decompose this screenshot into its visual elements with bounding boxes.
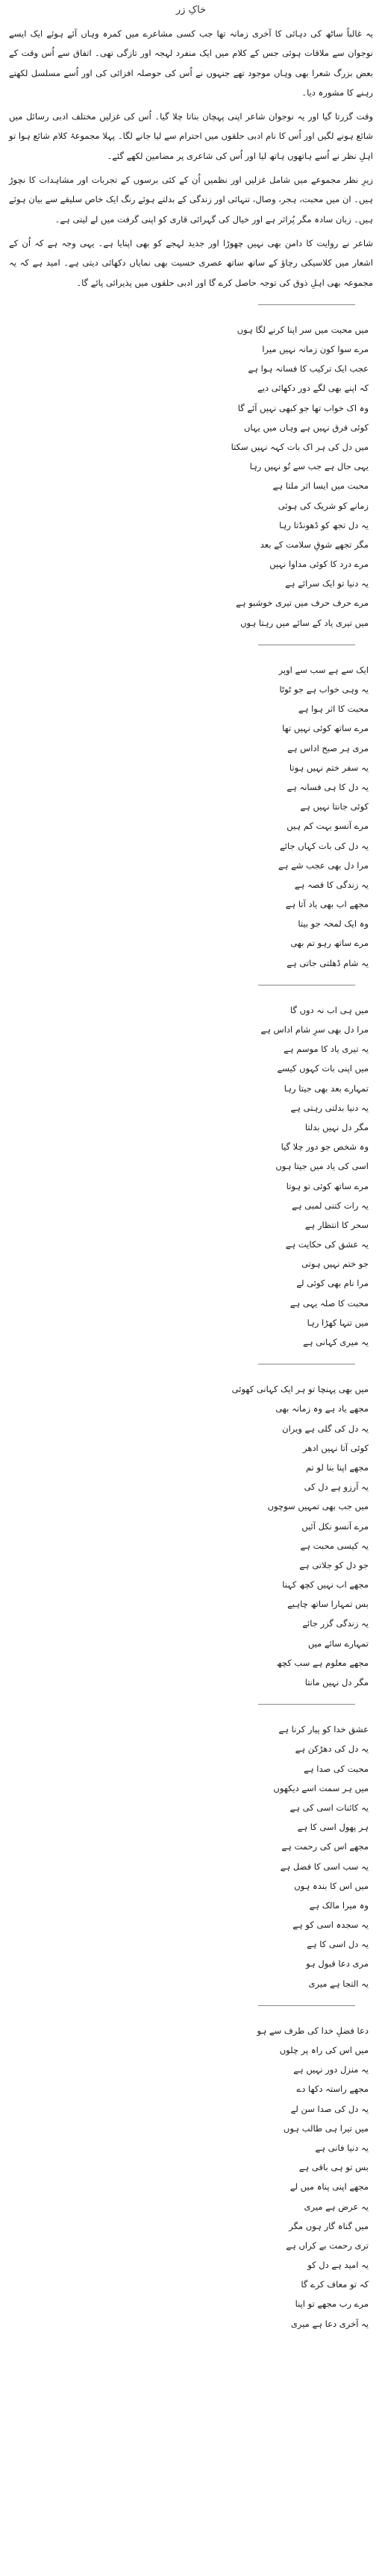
poem-line: میں ہر سمت اسے دیکھوں bbox=[273, 1782, 369, 1793]
poem-line: میں تنہا کھڑا رہا bbox=[307, 1317, 369, 1328]
poem-line: جو دل کو جلاتی ہے bbox=[299, 1559, 369, 1570]
poem-line: کوئی فرق نہیں ہے وہاں میں یہاں bbox=[243, 422, 369, 433]
poem-line: مگر دل نہیں مانتا bbox=[304, 1677, 369, 1688]
poem-line: وہ میرا مالک ہے bbox=[309, 1899, 369, 1911]
intro-paragraph: زیرِ نظر مجموعے میں شامل غزلیں اور نظمیں اُن کے کئی برسوں کے تجربات اور مشاہدات کا نچوڑ ہیں۔ ان میں محبت، ہجر، وصال، تنہائی اور زندگی کے بدلتے ہوئے رنگ ایک خاص سلیقے سے بیان ہوئے ہیں۔ زبان سادہ مگر پُراثر ہے اور خیال کی گہرائی قاری کو اپنی گرفت میں لے لیتی ہے۔ bbox=[9, 175, 373, 225]
poem-line: ہر پھول اسی کا ہے bbox=[297, 1822, 369, 1833]
poem-line: میں اس کا بندہ ہوں bbox=[294, 1880, 369, 1891]
poem-line: محبت میں ایسا اثر ملتا ہے bbox=[272, 480, 369, 492]
poem-line: محبت کی صدا ہے bbox=[304, 1763, 369, 1774]
poem-line: مجھے اب بھی یاد آتا ہے bbox=[285, 899, 369, 910]
poem-block bbox=[9, 2021, 369, 2334]
poem-line: مجھے اب نہیں کچھ کہنا bbox=[282, 1579, 369, 1591]
poem-line: وہ شخص جو دور چلا گیا bbox=[281, 1141, 369, 1153]
poem-line: مجھے راستہ دکھا دے bbox=[296, 2084, 369, 2095]
poem-line: مجھے اپنا بنا لو تم bbox=[305, 1461, 369, 1473]
poem-block bbox=[9, 1000, 369, 1352]
poem-line: مگر تجھے شوقِ سلامت کے بعد bbox=[260, 539, 369, 550]
section-divider bbox=[258, 304, 355, 305]
poem-line: مجھے اس کی رحمت ہے bbox=[281, 1841, 369, 1852]
poem-line: تری رحمت بے کراں ہے bbox=[286, 2240, 369, 2251]
poem-block bbox=[9, 1379, 369, 1692]
poem-line: میں جب بھی تمہیں سوچوں bbox=[267, 1501, 369, 1512]
poem-line: میں اس کی راہ پر چلوں bbox=[279, 2045, 369, 2056]
poem-line: مجھے معلوم ہے سب کچھ bbox=[276, 1657, 369, 1668]
poem-line: یہ آخری دعا ہے میری bbox=[290, 2318, 369, 2329]
poem-block bbox=[9, 1720, 369, 1993]
poem-line: ایک سے ہے سب سے اوپر bbox=[278, 664, 369, 675]
poem-line: مری دعا قبول ہو bbox=[306, 1958, 369, 1969]
section-divider bbox=[258, 2005, 355, 2006]
poem-line: یہ دل کی گلی ہے ویران bbox=[282, 1423, 369, 1434]
poem-line: یہ دل کی بات کہاں جائے bbox=[280, 840, 369, 851]
intro-section bbox=[9, 24, 373, 292]
poem-line: وہ اک خواب تھا جو کبھی نہیں آئے گا bbox=[237, 402, 369, 413]
poem-line: مجھے اپنی پناہ میں لے bbox=[289, 2181, 369, 2193]
poem-line: مرے رب مجھے تو اپنا bbox=[295, 2298, 369, 2310]
poem-line: یہ آرزو ہے دل کی bbox=[304, 1482, 369, 1493]
poem-line: یہ دنیا بدلتی رہتی ہے bbox=[290, 1102, 369, 1113]
poem-line: مرا دل بھی سرِ شام اداس ہے bbox=[260, 1024, 369, 1035]
poem-line: دعا فضلِ خدا کی طرف سے ہو bbox=[257, 2025, 369, 2036]
poem-line: میں دل کی ہر اک بات کہہ نہیں سکتا bbox=[231, 441, 369, 452]
poem-line: مجھے یاد ہے وہ زمانہ بھی bbox=[275, 1403, 369, 1414]
poem-line: میں تیرا ہی طالب ہوں bbox=[283, 2122, 369, 2134]
poem-line: محبت کا صلہ یہی ہے bbox=[289, 1297, 369, 1309]
poem-line: کہ اپنے بھی لگے دور دکھائی دیے bbox=[257, 383, 369, 394]
poem-line: یہ کائنات اسی کی ہے bbox=[289, 1802, 369, 1813]
poem-line: یہ امید ہے دل کو bbox=[307, 2260, 369, 2271]
poem-line: یہ زندگی گزر جائے bbox=[302, 1618, 369, 1629]
section-divider bbox=[258, 1704, 355, 1705]
poem-line: یہ سجدہ اسی کو ہے bbox=[292, 1920, 369, 1931]
poem-line: یہ عشق کی حکایت ہے bbox=[285, 1239, 369, 1250]
poem-line: میں محبت میں سر اپنا کرنے لگا ہوں bbox=[237, 324, 369, 335]
poem-line: مری ہر صبح اداس ہے bbox=[287, 742, 369, 753]
poem-line: سحر کا انتظار ہے bbox=[304, 1219, 369, 1230]
poem-line: یہ وہی خواب ہے جو ٹوٹا bbox=[279, 684, 369, 695]
poem-line: زمانے کو شریک کی ہوئی bbox=[278, 500, 369, 511]
poem-line: میں تیری یاد کے سائے میں رہتا ہوں bbox=[240, 617, 369, 628]
poem-line: مرے آنسو بہت کم ہیں bbox=[286, 821, 369, 832]
poem-line: یہ سفر ختم نہیں ہوتا bbox=[289, 762, 369, 773]
poem-line: بس تو ہی باقی ہے bbox=[298, 2162, 369, 2173]
poem-line: تمہارے سائے میں bbox=[307, 1638, 369, 1649]
poem-line: مرا دل بھی عجب شے ہے bbox=[278, 859, 369, 871]
intro-paragraph: وقت گزرتا گیا اور یہ نوجوان شاعر اپنی پہچان بناتا چلا گیا۔ اُس کی غزلیں مختلف ادبی رسائل میں شائع ہونے لگیں اور اُس کا نام ادبی حلقوں میں احترام سے لیا جانے لگا۔ پہلا مجموعۂ کلام شائع ہوا تو اہلِ نظر نے اُسے ہاتھوں ہاتھ لیا اور اُس کی شاعری پر مضامین لکھے گئے۔ bbox=[9, 111, 373, 161]
poem-line: مگر دل نہیں بدلتا bbox=[304, 1121, 369, 1132]
poem-line: میں بھی پہنچا تو ہر ایک کہانی کھوئی bbox=[231, 1384, 369, 1395]
poem-line: مرے ساتھ کوئی تو ہوتا bbox=[286, 1180, 369, 1191]
poem-line: یہ شام ڈھلتی جاتی ہے bbox=[286, 957, 369, 968]
poem-line: کوئی آتا نہیں ادھر bbox=[303, 1442, 369, 1453]
poem-line: عشق خدا کو پیار کرنا ہے bbox=[278, 1724, 369, 1735]
poem-line: یہ دل کا ہی فسانہ ہے bbox=[286, 781, 369, 792]
intro-paragraph: یہ غالباً ساٹھ کی دہائی کا آخری زمانہ تھا جب کسی مشاعرے میں کمرہ وہاں آئے ہوئے ایک ایسے نوجوان سے ملاقات ہوئی جس کے کلام میں ایک منفرد لہجہ اور تازگی تھی۔ اتفاق سے اُس وقت کے بعض بزرگ شعرا بھی وہاں موجود تھے جنہوں نے اُس کی حوصلہ افزائی کی اور اُسے مسلسل لکھتے رہنے کا مشورہ دیا۔ bbox=[9, 28, 373, 98]
poem-line: یہ منزل دور نہیں ہے bbox=[293, 2064, 369, 2075]
poem-line: یہ دل کی دھڑکن ہے bbox=[295, 1743, 369, 1755]
poem-line: اسی کی یاد میں جیتا ہوں bbox=[275, 1161, 369, 1172]
poem-line: میں گناہ گار ہوں مگر bbox=[289, 2220, 369, 2231]
poem-line: وہ ایک لمحہ جو بیتا bbox=[298, 918, 369, 930]
poem-line: مرا نام بھی کوئی لے bbox=[296, 1278, 369, 1289]
poem-line: یہ دل اسی کا ہے bbox=[307, 1939, 369, 1950]
poem-line: تمہارے بعد بھی جیتا رہا bbox=[284, 1082, 369, 1094]
poem-line: یہ سب اسی کا فضل ہے bbox=[280, 1861, 369, 1872]
poem-line: یہ دل کی صدا سن لے bbox=[290, 2103, 369, 2114]
poem-line: بس تمہارا ساتھ چاہیے bbox=[287, 1599, 369, 1610]
poem-line: جو ختم نہیں ہوتی bbox=[301, 1259, 369, 1270]
poem-line: یہ التجا ہے میری bbox=[308, 1978, 369, 1989]
poems-container bbox=[9, 304, 373, 2334]
poem-line: میں اپنی بات کہوں کیسے bbox=[277, 1063, 369, 1074]
poem-line: مرے سوا کون زمانہ نہیں میرا bbox=[262, 344, 369, 355]
poem-line: میں ہی اب نہ دوں گا bbox=[289, 1004, 369, 1015]
poem-line: یہ دنیا فانی ہے bbox=[315, 2142, 369, 2153]
poem-line: یہی حال ہے جب سے تُو نہیں رہا bbox=[249, 461, 369, 472]
poem-block bbox=[9, 320, 369, 633]
poem-line: مرے ساتھ کوئی نہیں تھا bbox=[282, 723, 369, 734]
page-title: خاکِ زر bbox=[175, 4, 207, 16]
poem-line: عجب ایک ترکیب کا فسانہ ہوا ہے bbox=[248, 363, 369, 375]
intro-paragraph: شاعر نے روایت کا دامن بھی نہیں چھوڑا اور جدید لہجے کو بھی اپنایا ہے۔ یہی وجہ ہے کہ اُن کے اشعار میں کلاسیکی رچاؤ کے ساتھ ساتھ عصری حسیت بھی نمایاں دکھائی دیتی ہے۔ امید ہے کہ یہ مجموعہ بھی اہلِ ذوق کی توجہ حاصل کرے گا اور ادبی حلقوں میں پذیرائی پائے گا۔ bbox=[9, 237, 373, 288]
poem-line: کوئی جانتا نہیں ہے bbox=[300, 801, 369, 812]
poem-line: یہ دل تجھ کو ڈھونڈتا رہا bbox=[279, 519, 369, 530]
poem-line: محبت کا اثر ہوا ہے bbox=[298, 703, 369, 715]
poem-line: مرے حرف حرف میں تیری خوشبو ہے bbox=[236, 598, 369, 609]
poem-line: کہ تو معاف کرے گا bbox=[301, 2279, 369, 2290]
poem-line: یہ تیری یاد کا موسم ہے bbox=[284, 1044, 369, 1055]
poem-line: مرے درد کا کوئی مداوا نہیں bbox=[269, 559, 369, 570]
poem-line: مرے ساتھ رہو تم بھی bbox=[290, 938, 369, 949]
poem-line: یہ میری کہانی ہے bbox=[303, 1337, 369, 1348]
poem-line: یہ زندگی کا قصہ ہے bbox=[294, 879, 369, 890]
poem-block bbox=[9, 660, 369, 973]
poem-line: یہ دنیا تو ایک سرائے ہے bbox=[285, 578, 369, 589]
poem-line: مرے آنسو نکل آئیں bbox=[301, 1520, 369, 1532]
poem-line: یہ کیسی محبت ہے bbox=[300, 1540, 369, 1551]
poem-line: یہ عرض ہے میری bbox=[304, 2201, 369, 2212]
poem-line: یہ رات کتنی لمبی ہے bbox=[292, 1200, 369, 1211]
